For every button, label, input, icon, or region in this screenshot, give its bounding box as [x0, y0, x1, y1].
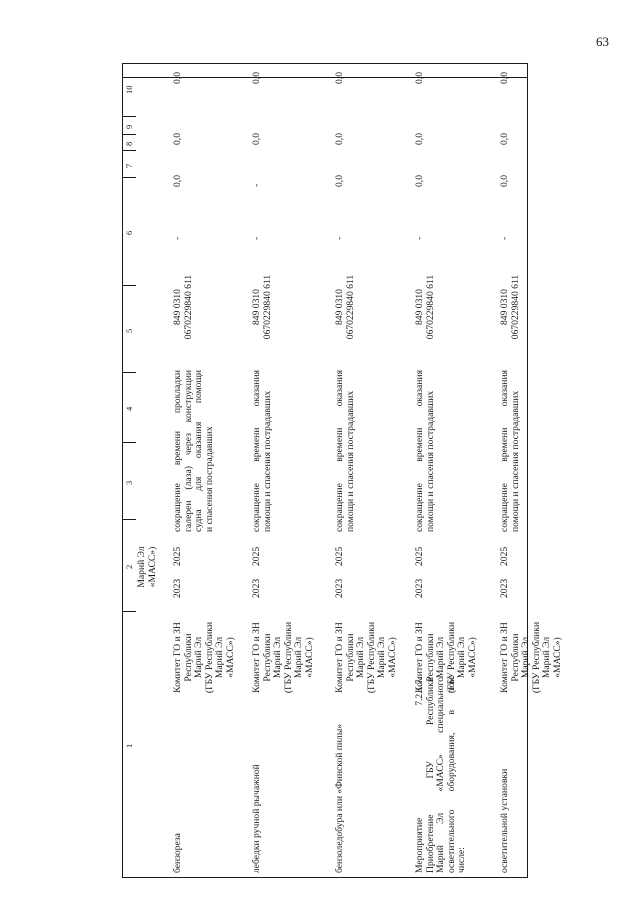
row-1-end-year: 2025 [172, 546, 183, 566]
text-line: сокращение времени оказания [334, 370, 345, 532]
table-bottom-border [122, 877, 528, 878]
text-line: Марий Эл «МАСС» специального [435, 677, 446, 873]
row-1-name [173, 833, 184, 873]
text-line: помощи и спасения пострадавших [261, 390, 273, 532]
text-line: (ГБУ Республики [445, 621, 457, 694]
column-divider [122, 116, 136, 117]
column-header-6: 6 [124, 230, 134, 235]
row-4-end-year: 2025 [414, 546, 425, 566]
column-divider [122, 177, 136, 178]
row-5-organization [500, 615, 563, 700]
column-header-1: 1 [124, 743, 134, 748]
row-3-col9: 0,0 [334, 133, 345, 145]
column-header-5: 5 [124, 328, 134, 333]
row-2-result [252, 370, 273, 532]
table-left-border [122, 63, 123, 878]
page-number: 63 [596, 34, 609, 49]
text-line: 0670229840 611 [509, 274, 521, 340]
row-1-col10: 0,0 [172, 72, 183, 84]
row-1-start-year: 2023 [172, 578, 183, 598]
text-line: судна для оказания помощи [193, 370, 204, 532]
text-line: Республики [344, 633, 356, 682]
row-5-name [500, 769, 511, 873]
row-5-start-year: 2023 [499, 578, 510, 598]
row-4-col8: 0,0 [414, 175, 425, 187]
text-line: Республики [424, 633, 436, 682]
text-line: Марий Эл [435, 636, 446, 679]
text-line: 0670229840 611 [344, 274, 356, 340]
text-line: осветительного оборудования, в том [445, 677, 457, 873]
text-line: 849 0310 [251, 289, 262, 325]
text-line: Приобретение ГБУ Республики [424, 677, 436, 873]
text-line: Марий Эл [376, 636, 387, 679]
carryover-organization-text [137, 526, 158, 608]
text-line: осветительной установки [499, 768, 510, 873]
text-line: бензорезa [172, 833, 183, 873]
row-4-col9: 0,0 [414, 133, 425, 145]
row-4-name [415, 677, 468, 873]
table-right-border [527, 63, 528, 878]
text-line: Марий Эл [541, 636, 552, 679]
column-header-7: 7 [124, 163, 134, 168]
row-3-organization [335, 615, 398, 700]
row-2-col8: - [251, 183, 262, 187]
column-divider [122, 134, 136, 135]
row-1-organization [173, 615, 236, 700]
text-line: сокращение времени оказания [251, 370, 262, 532]
column-divider [122, 611, 136, 612]
text-line: помощи и спасения пострадавших [344, 390, 356, 532]
text-line: Республики [182, 633, 194, 682]
row-4-col10: 0,0 [414, 72, 425, 84]
column-divider [122, 285, 136, 286]
row-2-organization [252, 615, 315, 700]
text-line: Марий Эл [520, 636, 531, 679]
row-1-result [173, 370, 215, 532]
text-line: «МАСС») [551, 637, 563, 678]
row-4-organization [415, 615, 478, 700]
text-line: помощи и спасения пострадавших [509, 390, 521, 532]
text-line: Марий Эл [355, 636, 366, 679]
text-line: сокращение времени прокладки [172, 370, 183, 532]
row-2-name [252, 764, 263, 873]
text-line: сокращение времени оказания [414, 370, 425, 532]
row-3-col7: - [334, 236, 345, 240]
row-3-name [335, 724, 346, 873]
row-2-col9: 0,0 [251, 133, 262, 145]
text-line: Комитет ГО и ЗН [251, 622, 262, 693]
row-5-result [500, 370, 521, 532]
text-line: бензоледобура или «Финской пилы» [334, 723, 345, 873]
text-line: Мероприятие 7.2.1.7. [414, 677, 425, 873]
text-line: помощи и спасения пострадавших [424, 390, 436, 532]
text-line: Республики [509, 633, 521, 682]
row-5-end-year: 2025 [499, 546, 510, 566]
text-line: (ГБУ Республики [203, 621, 215, 694]
column-header-4: 4 [124, 406, 134, 411]
column-header-10: 10 [124, 85, 134, 94]
row-3-start-year: 2023 [334, 578, 345, 598]
text-line: 849 0310 [499, 289, 510, 325]
text-line: Комитет ГО и ЗН [334, 622, 345, 693]
text-line: Марий Эл [272, 636, 283, 679]
row-5-col9: 0,0 [499, 133, 510, 145]
row-2-col7: - [251, 236, 262, 240]
column-divider [122, 150, 136, 151]
row-5-budget-code [500, 266, 521, 348]
text-line: «МАСС») [303, 637, 315, 678]
column-divider [122, 442, 136, 443]
row-4-col7: - [414, 236, 425, 240]
text-line: сокращение времени оказания [499, 370, 510, 532]
column-header-8: 8 [124, 141, 134, 146]
text-line: Марий Эл [456, 636, 467, 679]
text-line: 0670229840 611 [424, 274, 436, 340]
row-3-col8: 0,0 [334, 175, 345, 187]
row-2-start-year: 2023 [251, 578, 262, 598]
text-line: 0670229840 611 [182, 274, 194, 340]
row-5-col8: 0,0 [499, 175, 510, 187]
text-line: Комитет ГО и ЗН [414, 622, 425, 693]
row-4-budget-code [415, 266, 436, 348]
text-line: (ГБУ Республики [365, 621, 377, 694]
row-1-col9: 0,0 [172, 133, 183, 145]
text-line: числе: [456, 847, 467, 873]
text-line: (ГБУ Республики [530, 621, 542, 694]
text-line: Марий Эл [293, 636, 304, 679]
column-header-3: 3 [124, 480, 134, 485]
row-4-start-year: 2023 [414, 578, 425, 598]
row-2-budget-code [252, 266, 273, 348]
text-line: «МАСС») [466, 637, 478, 678]
text-line: 849 0310 [172, 289, 183, 325]
text-line: Комитет ГО и ЗН [172, 622, 183, 693]
row-3-end-year: 2025 [334, 546, 345, 566]
row-1-col8: 0,0 [172, 175, 183, 187]
table-top-border [122, 63, 528, 64]
text-line: Марий Эл [193, 636, 204, 679]
text-line: галереи (лаза) через конструкции [182, 370, 194, 532]
column-header-9: 9 [124, 124, 134, 129]
text-line: Комитет ГО и ЗН [499, 622, 510, 693]
text-line: Марий Эл [136, 546, 147, 588]
row-2-end-year: 2025 [251, 546, 262, 566]
column-header-2: 2 [124, 564, 134, 569]
text-line: лебедки ручной рычажной [251, 764, 262, 873]
column-divider [122, 519, 136, 520]
row-1-budget-code [173, 266, 194, 348]
text-line: 849 0310 [414, 289, 425, 325]
row-4-result [415, 370, 436, 532]
text-line: «МАСС») [386, 637, 398, 678]
row-1-col7: - [172, 236, 183, 240]
text-line: «МАСС») [224, 637, 236, 678]
row-3-col10: 0,0 [334, 72, 345, 84]
text-line: «МАСС») [146, 546, 158, 588]
row-5-col7: - [499, 236, 510, 240]
row-5-col10: 0,0 [499, 72, 510, 84]
row-3-budget-code [335, 266, 356, 348]
text-line: (ГБУ Республики [282, 621, 294, 694]
text-line: Марий Эл [214, 636, 225, 679]
text-line: 849 0310 [334, 289, 345, 325]
row-2-col10: 0,0 [251, 72, 262, 84]
row-3-result [335, 370, 356, 532]
text-line: 0670229840 611 [261, 274, 273, 340]
text-line: и спасения пострадавших [203, 426, 215, 532]
column-divider [122, 372, 136, 373]
text-line: Республики [261, 633, 273, 682]
